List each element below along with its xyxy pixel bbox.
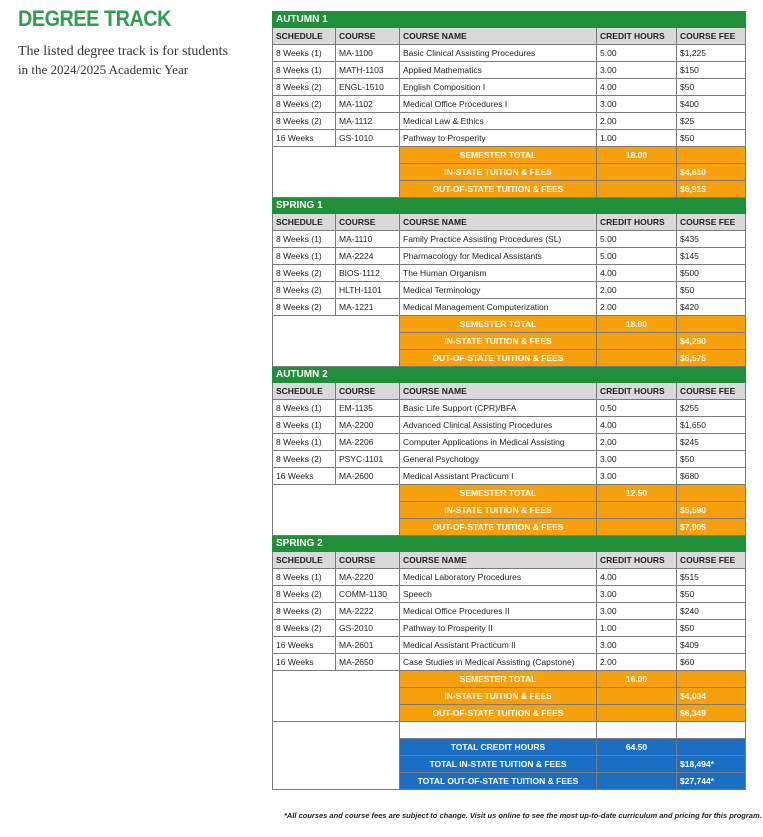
course-credits: 4.00 xyxy=(597,265,677,282)
spacer-cell xyxy=(597,722,677,739)
course-schedule: 8 Weeks (2) xyxy=(273,96,336,113)
course-name: Basic Clinical Assisting Procedures xyxy=(400,45,597,62)
course-schedule: 16 Weeks xyxy=(273,654,336,671)
course-credits: 4.00 xyxy=(597,417,677,434)
course-schedule: 16 Weeks xyxy=(273,637,336,654)
course-schedule: 8 Weeks (2) xyxy=(273,113,336,130)
course-credits: 3.00 xyxy=(597,62,677,79)
course-name: Pathway to Prosperity II xyxy=(400,620,597,637)
course-row xyxy=(273,637,746,654)
total-credit-hours-value: 64.50 xyxy=(597,739,677,756)
total-out-of-state-value: $27,744* xyxy=(677,773,746,790)
course-row xyxy=(273,569,746,586)
out-of-state-credit-blank xyxy=(597,519,677,536)
course-schedule: 8 Weeks (2) xyxy=(273,586,336,603)
course-fee-header: COURSE FEE xyxy=(677,214,746,231)
out-of-state-label: OUT-OF-STATE TUITION & FEES xyxy=(400,350,597,367)
out-of-state-value: $6,575 xyxy=(677,350,746,367)
course-row xyxy=(273,79,746,96)
course-credits: 3.00 xyxy=(597,451,677,468)
course-schedule: 8 Weeks (2) xyxy=(273,451,336,468)
semester-total-credits: 18.00 xyxy=(597,316,677,333)
course-row xyxy=(273,400,746,417)
course-fee: $409 xyxy=(677,637,746,654)
course-code: PSYC-1101 xyxy=(336,451,400,468)
column-header-row xyxy=(273,552,746,569)
total-out-of-state-credit-blank xyxy=(597,773,677,790)
course-code: MA-2222 xyxy=(336,603,400,620)
course-fee: $400 xyxy=(677,96,746,113)
in-state-credit-blank xyxy=(597,164,677,181)
course-name: Pharmacology for Medical Assistants xyxy=(400,248,597,265)
semester-total-fee-blank xyxy=(677,316,746,333)
semester-header-row xyxy=(273,198,746,214)
course-code: MA-2206 xyxy=(336,434,400,451)
course-credits: 2.00 xyxy=(597,434,677,451)
course-code: MA-2600 xyxy=(336,468,400,485)
course-code: MA-2200 xyxy=(336,417,400,434)
schedule-header: SCHEDULE xyxy=(273,383,336,400)
semester-header-row xyxy=(273,367,746,383)
course-credits: 2.00 xyxy=(597,113,677,130)
credit-hours-header: CREDIT HOURS xyxy=(597,214,677,231)
course-credits: 2.00 xyxy=(597,654,677,671)
course-row xyxy=(273,654,746,671)
semester-total-label: SEMESTER TOTAL xyxy=(400,147,597,164)
course-schedule: 8 Weeks (1) xyxy=(273,569,336,586)
course-code: MA-1221 xyxy=(336,299,400,316)
semester-header-row xyxy=(273,536,746,552)
semester-total-label: SEMESTER TOTAL xyxy=(400,485,597,502)
course-name: Computer Applications in Medical Assisting xyxy=(400,434,597,451)
course-credits: 5.00 xyxy=(597,248,677,265)
course-name: English Composition I xyxy=(400,79,597,96)
semester-name: AUTUMN 2 xyxy=(273,367,746,383)
course-code: COMM-1130 xyxy=(336,586,400,603)
out-of-state-credit-blank xyxy=(597,350,677,367)
course-row xyxy=(273,620,746,637)
out-of-state-value: $7,905 xyxy=(677,519,746,536)
spacer-row xyxy=(273,722,746,739)
course-schedule: 8 Weeks (2) xyxy=(273,299,336,316)
course-row xyxy=(273,130,746,147)
course-credits: 4.00 xyxy=(597,569,677,586)
course-fee: $245 xyxy=(677,434,746,451)
course-name: Advanced Clinical Assisting Procedures xyxy=(400,417,597,434)
course-fee: $150 xyxy=(677,62,746,79)
intro-text xyxy=(18,43,258,79)
course-name-header: COURSE NAME xyxy=(400,214,597,231)
course-code: MA-1102 xyxy=(336,96,400,113)
course-row xyxy=(273,265,746,282)
course-schedule: 16 Weeks xyxy=(273,468,336,485)
course-name: Applied Mathematics xyxy=(400,62,597,79)
course-name: Medical Assistant Practicum I xyxy=(400,468,597,485)
degree-track-body xyxy=(273,12,746,790)
in-state-value: $5,590 xyxy=(677,502,746,519)
semester-total-row xyxy=(273,316,746,333)
semester-total-fee-blank xyxy=(677,671,746,688)
course-row xyxy=(273,45,746,62)
schedule-header: SCHEDULE xyxy=(273,552,336,569)
course-credits: 1.00 xyxy=(597,620,677,637)
course-row xyxy=(273,113,746,130)
course-credits: 3.00 xyxy=(597,586,677,603)
course-fee: $50 xyxy=(677,79,746,96)
course-credits: 3.00 xyxy=(597,637,677,654)
course-row xyxy=(273,586,746,603)
course-schedule: 8 Weeks (2) xyxy=(273,603,336,620)
course-name: Case Studies in Medical Assisting (Capstone) xyxy=(400,654,597,671)
course-code: GS-2010 xyxy=(336,620,400,637)
course-code: MA-2220 xyxy=(336,569,400,586)
in-state-credit-blank xyxy=(597,688,677,705)
course-schedule: 8 Weeks (1) xyxy=(273,434,336,451)
semester-total-credits: 12.50 xyxy=(597,485,677,502)
course-fee: $1,650 xyxy=(677,417,746,434)
total-out-of-state-label: TOTAL OUT-OF-STATE TUITION & FEES xyxy=(400,773,597,790)
course-header: COURSE xyxy=(336,214,400,231)
schedule-header: SCHEDULE xyxy=(273,214,336,231)
course-name: Medical Terminology xyxy=(400,282,597,299)
total-in-state-credit-blank xyxy=(597,756,677,773)
course-code: EM-1135 xyxy=(336,400,400,417)
course-credits: 3.00 xyxy=(597,468,677,485)
course-schedule: 8 Weeks (1) xyxy=(273,248,336,265)
course-name: Medical Office Procedures II xyxy=(400,603,597,620)
course-credits: 3.00 xyxy=(597,603,677,620)
course-row xyxy=(273,417,746,434)
course-fee-header: COURSE FEE xyxy=(677,28,746,45)
course-name: Medical Laboratory Procedures xyxy=(400,569,597,586)
course-schedule: 8 Weeks (1) xyxy=(273,45,336,62)
in-state-credit-blank xyxy=(597,502,677,519)
course-name: General Psychology xyxy=(400,451,597,468)
course-fee: $1,225 xyxy=(677,45,746,62)
course-schedule: 8 Weeks (2) xyxy=(273,79,336,96)
semester-total-fee-blank xyxy=(677,485,746,502)
course-credits: 2.00 xyxy=(597,299,677,316)
column-header-row xyxy=(273,28,746,45)
semester-header-row xyxy=(273,12,746,28)
in-state-credit-blank xyxy=(597,333,677,350)
total-credit-fee-blank xyxy=(677,739,746,756)
course-schedule: 8 Weeks (1) xyxy=(273,417,336,434)
degree-track-table xyxy=(272,11,746,790)
course-row xyxy=(273,248,746,265)
summary-spacer xyxy=(273,316,400,367)
semester-total-label: SEMESTER TOTAL xyxy=(400,316,597,333)
course-schedule: 8 Weeks (1) xyxy=(273,400,336,417)
summary-spacer xyxy=(273,147,400,198)
in-state-value: $4,260 xyxy=(677,333,746,350)
summary-spacer xyxy=(273,485,400,536)
course-credits: 4.00 xyxy=(597,79,677,96)
in-state-label: IN-STATE TUITION & FEES xyxy=(400,688,597,705)
course-code: BIOS-1112 xyxy=(336,265,400,282)
course-fee: $420 xyxy=(677,299,746,316)
credit-hours-header: CREDIT HOURS xyxy=(597,552,677,569)
column-header-row xyxy=(273,383,746,400)
course-name: Family Practice Assisting Procedures (SL) xyxy=(400,231,597,248)
in-state-label: IN-STATE TUITION & FEES xyxy=(400,502,597,519)
course-code: HLTH-1101 xyxy=(336,282,400,299)
course-row xyxy=(273,96,746,113)
semester-name: AUTUMN 1 xyxy=(273,12,746,28)
in-state-value: $4,034 xyxy=(677,688,746,705)
in-state-value: $4,610 xyxy=(677,164,746,181)
column-header-row xyxy=(273,214,746,231)
course-fee-header: COURSE FEE xyxy=(677,552,746,569)
out-of-state-value: $6,915 xyxy=(677,181,746,198)
course-fee: $60 xyxy=(677,654,746,671)
course-row xyxy=(273,451,746,468)
total-in-state-value: $18,494* xyxy=(677,756,746,773)
out-of-state-credit-blank xyxy=(597,705,677,722)
course-code: MA-2650 xyxy=(336,654,400,671)
total-credit-hours-label: TOTAL CREDIT HOURS xyxy=(400,739,597,756)
course-credits: 2.00 xyxy=(597,282,677,299)
out-of-state-value: $6,349 xyxy=(677,705,746,722)
course-schedule: 8 Weeks (1) xyxy=(273,62,336,79)
course-fee: $25 xyxy=(677,113,746,130)
course-name: Medical Law & Ethics xyxy=(400,113,597,130)
semester-name: SPRING 2 xyxy=(273,536,746,552)
course-header: COURSE xyxy=(336,552,400,569)
course-code: ENGL-1510 xyxy=(336,79,400,96)
semester-total-credits: 18.00 xyxy=(597,147,677,164)
course-name-header: COURSE NAME xyxy=(400,552,597,569)
course-name: Basic Life Support (CPR)/BFA xyxy=(400,400,597,417)
course-row xyxy=(273,231,746,248)
schedule-header: SCHEDULE xyxy=(273,28,336,45)
summary-spacer xyxy=(273,671,400,722)
course-schedule: 8 Weeks (2) xyxy=(273,265,336,282)
in-state-label: IN-STATE TUITION & FEES xyxy=(400,333,597,350)
out-of-state-label: OUT-OF-STATE TUITION & FEES xyxy=(400,181,597,198)
page-title: DEGREE TRACK xyxy=(18,6,172,31)
course-name: The Human Organism xyxy=(400,265,597,282)
course-schedule: 8 Weeks (2) xyxy=(273,282,336,299)
total-in-state-label: TOTAL IN-STATE TUITION & FEES xyxy=(400,756,597,773)
totals-left-spacer xyxy=(273,722,400,790)
course-fee: $50 xyxy=(677,282,746,299)
course-code: MA-1112 xyxy=(336,113,400,130)
semester-total-fee-blank xyxy=(677,147,746,164)
footnote: *All courses and course fees are subject to change. Visit us online to see the most up-to-date curriculum and pricing for this program. xyxy=(284,811,762,820)
course-schedule: 16 Weeks xyxy=(273,130,336,147)
course-fee: $50 xyxy=(677,130,746,147)
course-code: MA-1110 xyxy=(336,231,400,248)
course-fee: $240 xyxy=(677,603,746,620)
course-fee: $145 xyxy=(677,248,746,265)
spacer-cell xyxy=(677,722,746,739)
course-credits: 5.00 xyxy=(597,231,677,248)
out-of-state-label: OUT-OF-STATE TUITION & FEES xyxy=(400,705,597,722)
course-name: Medical Assistant Practicum II xyxy=(400,637,597,654)
course-fee: $255 xyxy=(677,400,746,417)
course-row xyxy=(273,62,746,79)
course-credits: 1.00 xyxy=(597,130,677,147)
course-row xyxy=(273,603,746,620)
course-name: Medical Office Procedures I xyxy=(400,96,597,113)
semester-total-row xyxy=(273,147,746,164)
course-row xyxy=(273,282,746,299)
in-state-label: IN-STATE TUITION & FEES xyxy=(400,164,597,181)
credit-hours-header: CREDIT HOURS xyxy=(597,383,677,400)
course-name-header: COURSE NAME xyxy=(400,383,597,400)
semester-total-row xyxy=(273,671,746,688)
course-header: COURSE xyxy=(336,383,400,400)
course-name-header: COURSE NAME xyxy=(400,28,597,45)
course-fee: $515 xyxy=(677,569,746,586)
course-credits: 0.50 xyxy=(597,400,677,417)
course-fee: $500 xyxy=(677,265,746,282)
intro-line-1: The listed degree track is for students xyxy=(18,44,228,59)
course-fee: $435 xyxy=(677,231,746,248)
semester-total-credits: 16.00 xyxy=(597,671,677,688)
credit-hours-header: CREDIT HOURS xyxy=(597,28,677,45)
course-name: Pathway to Prosperity xyxy=(400,130,597,147)
course-row xyxy=(273,468,746,485)
course-code: MA-1100 xyxy=(336,45,400,62)
course-code: GS-1010 xyxy=(336,130,400,147)
course-fee: $50 xyxy=(677,451,746,468)
spacer-cell xyxy=(400,722,597,739)
course-credits: 3.00 xyxy=(597,96,677,113)
semester-total-label: SEMESTER TOTAL xyxy=(400,671,597,688)
course-fee-header: COURSE FEE xyxy=(677,383,746,400)
semester-name: SPRING 1 xyxy=(273,198,746,214)
course-name: Speech xyxy=(400,586,597,603)
course-row xyxy=(273,434,746,451)
course-fee: $680 xyxy=(677,468,746,485)
course-code: MA-2224 xyxy=(336,248,400,265)
out-of-state-label: OUT-OF-STATE TUITION & FEES xyxy=(400,519,597,536)
course-schedule: 8 Weeks (2) xyxy=(273,620,336,637)
out-of-state-credit-blank xyxy=(597,181,677,198)
course-name: Medical Management Computerization xyxy=(400,299,597,316)
course-fee: $50 xyxy=(677,620,746,637)
course-code: MATH-1103 xyxy=(336,62,400,79)
intro-line-2: in the 2024/2025 Academic Year xyxy=(18,62,189,77)
course-code: MA-2601 xyxy=(336,637,400,654)
semester-total-row xyxy=(273,485,746,502)
course-credits: 5.00 xyxy=(597,45,677,62)
course-fee: $50 xyxy=(677,586,746,603)
course-header: COURSE xyxy=(336,28,400,45)
course-row xyxy=(273,299,746,316)
course-schedule: 8 Weeks (1) xyxy=(273,231,336,248)
